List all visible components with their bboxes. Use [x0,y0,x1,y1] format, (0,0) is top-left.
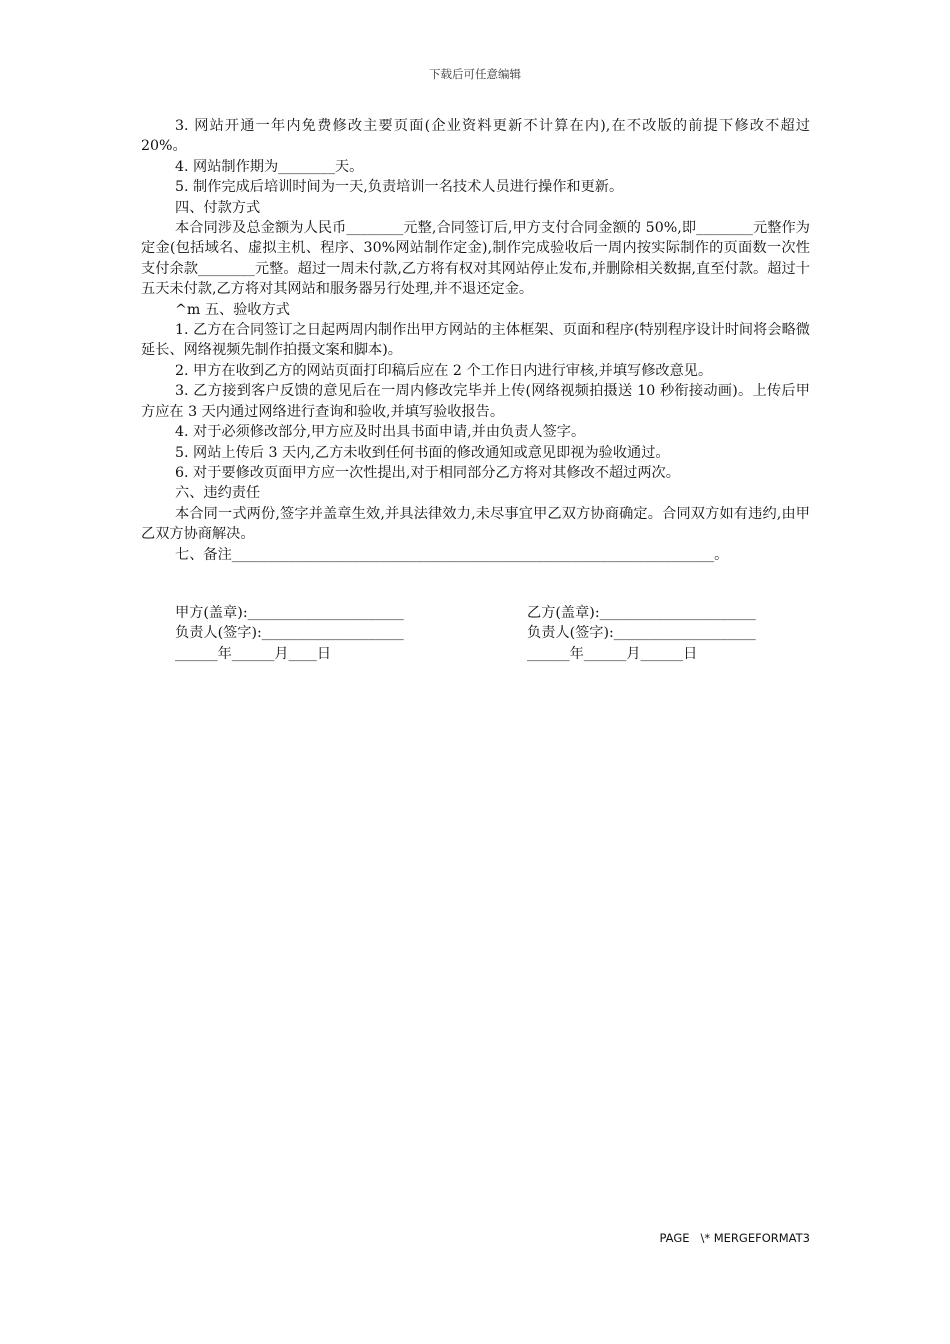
party-a-signer-field: 负责人(签字):____________________ [175,625,404,642]
page-header: 下载后可任意编辑 [429,67,521,81]
party-a-seal-field: 甲方(盖章):______________________ [175,605,404,621]
party-a-date-field: ______年______月____日 [175,645,332,662]
party-b-date-field: ______年______月______日 [527,645,698,662]
acceptance-item-2: 2. 甲方在收到乙方的网站页面打印稿后应在 2 个工作日内进行审核,并填写修改意见。 [175,362,713,379]
seal-row [175,603,815,623]
section-heading-liability: 六、违约责任 [175,485,261,502]
acceptance-item-5: 5. 网站上传后 3 天内,乙方未收到任何书面的修改通知或意见即视为验收通过。 [175,444,670,461]
clause-4-production-period: 4. 网站制作期为________天。 [175,158,364,175]
clause-5-training: 5. 制作完成后培训时间为一天,负责培训一名技术人员进行操作和更新。 [175,179,624,196]
acceptance-item-6: 6. 对于要修改页面甲方应一次性提出,对于相同部分乙方将对其修改不超过两次。 [175,464,680,481]
remarks-line: 七、备注____________________________________________________________________。 [175,546,729,563]
party-b-seal-field: 乙方(盖章):______________________ [527,605,756,621]
contract-body [141,116,810,565]
party-b-signer-field: 负责人(签字):____________________ [527,625,756,642]
section-heading-acceptance: ^m 五、验收方式 [175,301,290,318]
date-row [175,644,815,664]
page-footer-field-code: PAGE \* MERGEFORMAT3 [659,1231,810,1245]
liability-terms: 本合同一式两份,签字并盖章生效,并具法律效力,未尽事宜甲乙双方协商确定。合同双方如有违约,由甲乙双方协商解决。 [141,505,810,543]
acceptance-item-3: 3. 乙方接到客户反馈的意见后在一周内修改完毕并上传(网络视频拍摄送 10 秒衔接动画)。上传后甲方应在 3 天内通过网络进行查询和验收,并填写验收报告。 [141,383,810,420]
signer-row [175,623,815,643]
acceptance-item-4: 4. 对于必须修改部分,甲方应及时出具书面申请,并由负责人签字。 [175,424,586,441]
payment-terms: 本合同涉及总金额为人民币________元整,合同签订后,甲方支付合同金额的 50%,即________元整作为定金(包括域名、虚拟主机、程序、30%网站制作定金),制作完成验收后一周内按实际制作的页面数一次性支付余款________元整。超过一周未付款,乙方将有权对其网站停止发布,并删除相关数据,直至付款。超过十五天未付款,乙方将对其网站和服务器另行处理,并不退还定金。 [141,220,810,298]
signature-block [175,603,815,664]
clause-3-free-revisions: 3. 网站开通一年内免费修改主要页面(企业资料更新不计算在内),在不改版的前提下修改不超过 20%。 [141,118,810,155]
section-heading-payment: 四、付款方式 [175,199,261,216]
acceptance-item-1: 1. 乙方在合同签订之日起两周内制作出甲方网站的主体框架、页面和程序(特别程序设计时间将会略微延长、网络视频先制作拍摄文案和脚本)。 [141,322,810,359]
